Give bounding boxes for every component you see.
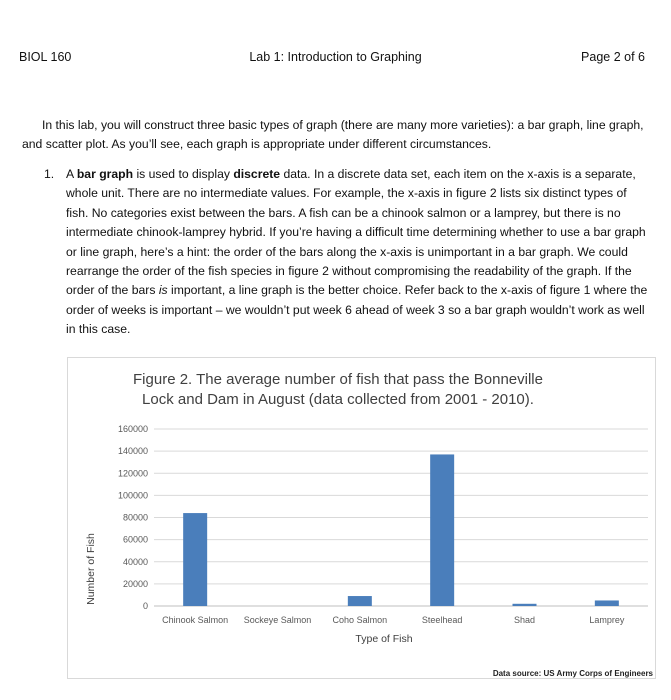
list-number: 1. (44, 167, 55, 181)
y-axis-label: Number of Fish (85, 533, 97, 605)
y-tick-label: 100000 (117, 490, 148, 501)
x-tick-label: Coho Salmon (332, 615, 388, 625)
x-tick-label: Sockeye Salmon (243, 615, 312, 625)
y-tick-label: 160000 (117, 424, 148, 434)
lab-title: Lab 1: Introduction to Graphing (249, 50, 422, 64)
y-tick-label: 120000 (117, 468, 148, 479)
x-axis-label: Type of Fish (355, 633, 413, 645)
figure-2-chart (67, 357, 656, 679)
bar-coho-salmon (348, 596, 372, 606)
y-tick-label: 80000 (122, 512, 148, 523)
bar-lamprey (595, 600, 619, 606)
chart-plot (68, 358, 657, 680)
x-tick-label: Chinook Salmon (162, 615, 229, 625)
y-tick-label: 0 (142, 601, 148, 611)
y-tick-label: 60000 (122, 534, 148, 545)
bar-shad (513, 604, 537, 606)
y-tick-label: 20000 (122, 578, 148, 589)
intro-paragraph: In this lab, you will construct three basic types of graph (there are many more varieties): a bar graph, line graph, and scatter plot. As you’ll see, each graph is appropriate under different circumstances. (22, 118, 644, 151)
y-tick-label: 40000 (122, 556, 148, 567)
x-tick-label: Shad (513, 615, 536, 625)
page-header (0, 50, 671, 66)
data-source: Data source: US Army Corps of Engineers (492, 669, 653, 678)
x-tick-label: Lamprey (589, 615, 625, 625)
bar-steelhead (430, 454, 454, 606)
y-tick-label: 140000 (117, 446, 148, 457)
page-number: Page 2 of 6 (581, 50, 645, 64)
bar-chinook-salmon (183, 513, 207, 606)
list-item-body: A bar graph is used to display discrete data. In a discrete data set, each item on the x-axis is a separate, whole unit. There are no intermediate values. For example, the x-axis in figure 2 lists six distinct types of fish. No categories exist between the bars. A fish can be a chinook salmon or a lamprey, but there is no intermediate chinook-lamprey hybrid. If you’re having a difficult time determining whether to use a bar graph or line graph, here’s a hint: the order of the bars along the x-axis is unimportant in a bar graph. We could rearrange the order of the fish species in figure 2 without compromising the readability of the graph. If the order of the bars is important, a line graph is the better choice. Refer back to the x-axis of figure 1 where the order of weeks is important – we wouldn’t put week 6 ahead of week 3 so a bar graph wouldn’t work as well in this case. (66, 167, 648, 337)
chart-title: Figure 2. The average number of fish that pass the Bonneville Lock and Dam in August (data collected from 2001 - 2010). (133, 371, 543, 408)
course-code: BIOL 160 (19, 50, 72, 64)
x-tick-label: Steelhead (421, 615, 463, 625)
